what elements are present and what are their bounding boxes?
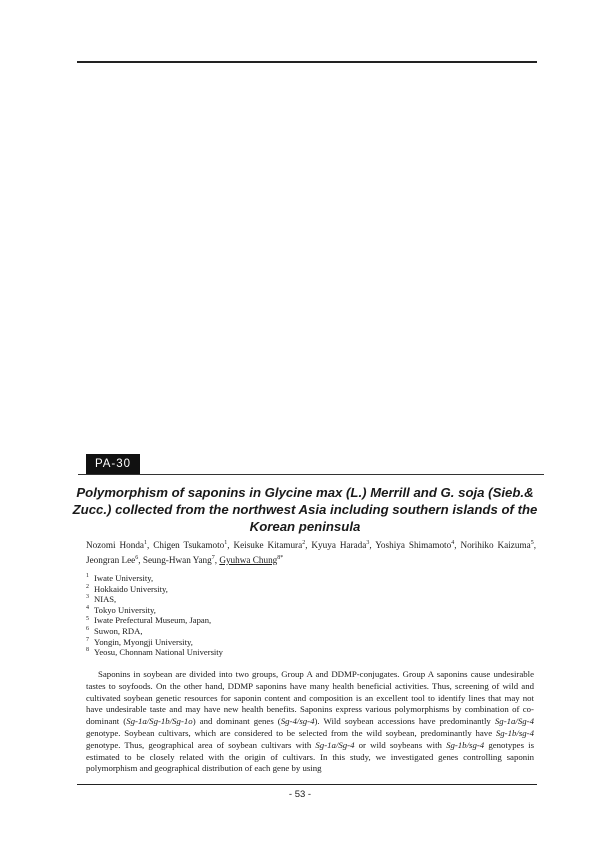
abstract-run: genotype. Soybean cultivars, which are considered to be selected from the wild soybean, predominantly have [86,727,496,738]
author-name: Keisuke Kitamura [233,540,303,550]
author-affiliation-mark: 1 [144,539,148,546]
author-affiliation-mark: 3 [366,539,370,546]
affiliation-item: $^2$ Hokkaido University, [86,583,168,594]
author-separator: , [227,540,234,550]
author-separator: , [533,540,536,550]
abstract-run: Saponins in soybean are divided into two groups, Group A and DDMP-conjugates. Group A saponins cause undesirable tastes to soyfoods. On the other hand, DDMP saponins have many health beneficial activities. Thus, screening of wild and cultivated soybean genetic resources for saponin content and composition is an excellent tool to identify lines that may not have undesirable taste and may have new health benefits. Saponins express various polymorphisms by combination of co-dominant ( [86,669,534,727]
affiliation-item: $^5$ Iwate Prefectural Museum, Japan, [86,615,212,626]
author-name: Gyuhwa Chung [219,555,278,565]
affiliation-text: Suwon, RDA, [94,625,143,636]
author-list [86,538,536,568]
affiliation-text: Iwate University, [94,573,154,583]
page-number: - 53 - [288,789,312,800]
author-name: Seung-Hwan Yang [142,555,212,565]
author-affiliation-mark: 8* [277,554,284,561]
author-name: Kyuya Harada [311,540,367,550]
author-affiliation-mark: 1 [224,539,228,546]
author-affiliation-mark: 7 [211,554,215,561]
author-name: Chigen Tsukamoto [153,540,225,550]
affiliation-text: Iwate Prefectural Museum, Japan, [94,615,212,626]
gene-symbol: Sg-4/sg-4 [280,716,315,727]
author-separator: , [147,540,154,550]
badge-underline [78,474,544,475]
affiliation-list [86,573,223,658]
affiliation-text: Hokkaido University, [94,583,168,594]
affiliation-item: $^7$ Yongin, Myongji University, [86,636,193,647]
poster-id-badge: PA-30 [86,454,140,474]
affiliation-item: $^3$ NIAS, [86,594,117,605]
affiliation-text: Tokyo University, [94,604,156,615]
abstract-run: or wild soybeans with [354,739,447,750]
header-rule [77,61,537,63]
gene-symbol: Sg-1b/sg-4 [446,739,485,750]
affiliation-text: NIAS, [94,594,117,605]
author-affiliation-mark: 5 [530,539,534,546]
author-separator: , [214,555,220,565]
affiliation-item: $^6$ Suwon, RDA, [86,625,143,636]
abstract-run: genotype. Thus, geographical area of soybean cultivars with [86,739,316,750]
gene-symbol: Sg-1a/Sg-4 [494,716,534,727]
abstract-run: genotypes is estimated to be closely related with the origin of cultivars. In this study, we investigated genes controlling saponin polymorphism and geographical distribution of each gene by using [86,739,535,774]
author-affiliation-mark: 4 [451,539,455,546]
author-name: Norihiko Kaizuma [460,540,531,550]
author-separator: , [369,540,376,550]
affiliation-item: $^4$ Tokyo University, [86,604,156,615]
gene-symbol: Sg-1b/sg-4 [495,727,534,738]
author-separator: , [138,555,143,565]
gene-symbol: Sg-1a/Sg-1b/Sg-1o [126,716,193,727]
affiliation-item: $^1$ Iwate University, [86,573,154,583]
author-separator: , [305,540,312,550]
author-name: Nozomi Honda [86,540,145,550]
author-separator: , [454,540,461,550]
author-affiliation-mark: 6 [135,554,139,561]
paper-title: Polymorphism of saponins in Glycine max (L.) Merrill and G. soja (Sieb.& Zucc.) collected from the northwest Asia including southern islands of the Korean peninsula [72,485,538,534]
abstract-run: ) and dominant genes ( [192,716,281,727]
author-name: Jeongran Lee [86,555,136,565]
gene-symbol: Sg-1a/Sg-4 [315,739,355,750]
affiliation-text: Yongin, Myongji University, [94,636,193,647]
abstract-run: ). Wild soybean accessions have predominantly [314,716,495,727]
affiliation-item: $^8$ Yeosu, Chonnam National University [86,647,223,658]
footer-rule [77,784,537,785]
author-affiliation-mark: 2 [302,539,306,546]
author-name: Yoshiya Shimamoto [375,540,452,550]
abstract-text [86,669,534,775]
affiliation-text: Yeosu, Chonnam National University [94,647,223,658]
